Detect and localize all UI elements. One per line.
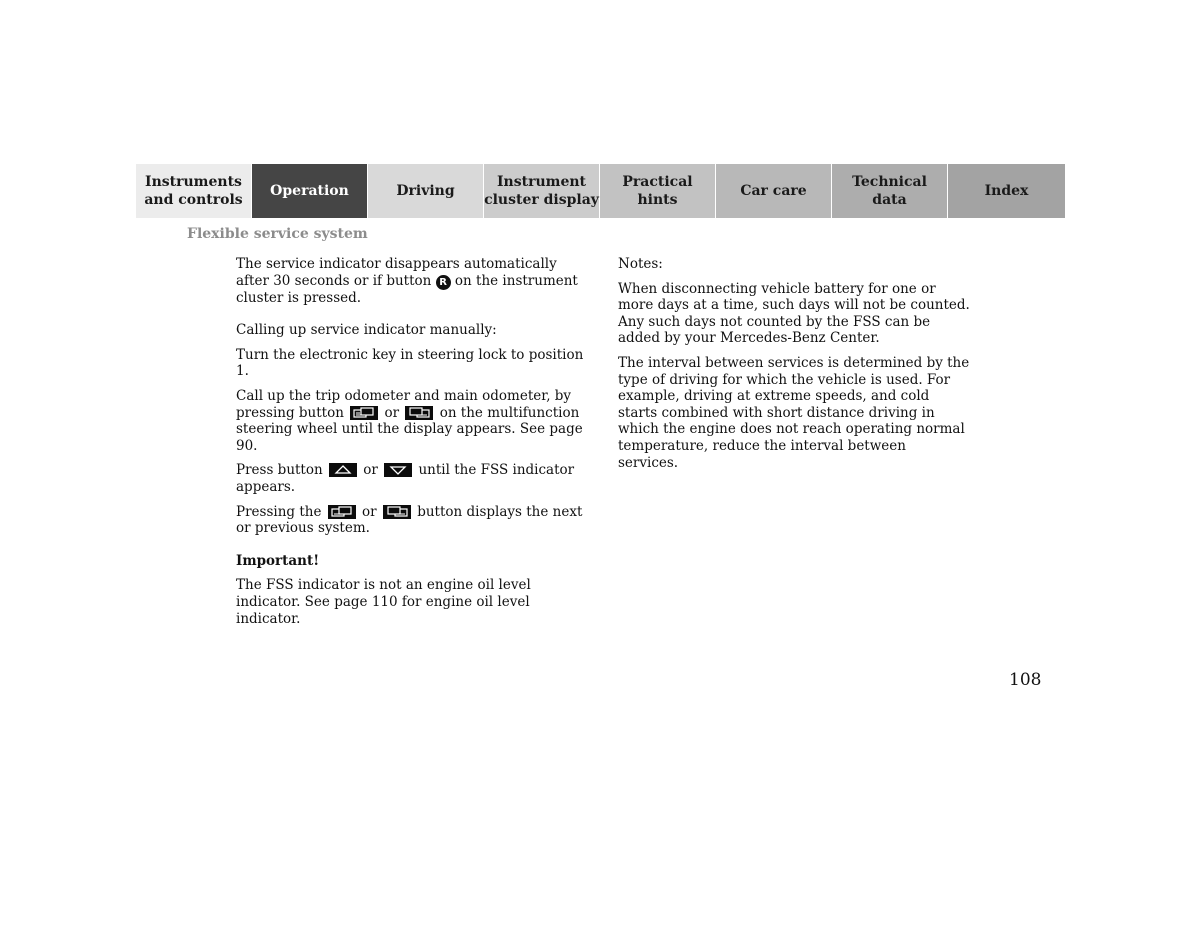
tab-technical-data[interactable]: Technical data: [832, 164, 948, 218]
arrow-down-button-icon: [384, 463, 412, 477]
section-title: Flexible service system: [187, 226, 368, 242]
paragraph-call-odometer: [236, 388, 588, 454]
tab-driving[interactable]: Driving: [368, 164, 484, 218]
tab-instruments-and-controls[interactable]: Instruments and controls: [136, 164, 252, 218]
paragraph-calling-up: Calling up service indicator manually:: [236, 322, 497, 339]
paragraph-battery-note: When disconnecting vehicle battery for one or more days at a time, such days will not be counted. Any such days not counted by the FSS can be added by your Mercedes-Benz Center.: [618, 280, 970, 347]
notes-heading: Notes:: [618, 256, 663, 272]
tab-car-care[interactable]: Car care: [716, 164, 832, 218]
paragraph-indicator-disappears: [236, 256, 588, 306]
text: Press button: [236, 462, 323, 479]
text: until the FSS indicator appears.: [236, 462, 575, 495]
paragraph-interval-note: The interval between services is determined by the type of driving for which the vehicle is used. For example, driving at extreme speeds, and cold starts combined with short distance driving in which the engine does not reach operating normal temperature, reduce the interval between services.: [618, 354, 970, 471]
right-column: [618, 256, 970, 479]
tab-index[interactable]: Index: [948, 164, 1065, 218]
section-tabs: [136, 164, 1065, 218]
display-previous-icon: [383, 505, 411, 519]
page-number: 108: [1009, 670, 1042, 690]
tab-operation[interactable]: Operation: [252, 164, 368, 218]
text: or: [363, 462, 378, 479]
text: or: [362, 503, 377, 520]
text: or: [384, 404, 400, 421]
text: Call up the trip odometer and main odometer, by pressing button: [236, 387, 572, 421]
display-next-icon: [328, 505, 356, 519]
text: button displays the next or previous system.: [236, 503, 583, 537]
paragraph-fss-note: The FSS indicator is not an engine oil level indicator. See page 110 for engine oil level indicator.: [236, 577, 531, 627]
tab-practical-hints[interactable]: Practical hints: [600, 164, 716, 218]
important-heading: Important!: [236, 552, 320, 569]
paragraph-press-button: [236, 462, 588, 495]
reset-button-icon: R: [436, 275, 451, 290]
display-previous-icon: [405, 406, 433, 420]
tab-instrument-cluster-display[interactable]: Instrument cluster display: [484, 164, 600, 218]
arrow-up-button-icon: [329, 463, 357, 477]
paragraph-turn-key: Turn the electronic key in steering lock to position 1.: [236, 346, 584, 380]
paragraph-pressing: [236, 504, 588, 537]
left-column: [236, 256, 588, 635]
text: on the multifunction steering wheel until the display appears. See page 90.: [236, 404, 583, 454]
display-next-icon: [350, 406, 378, 420]
text: Pressing the: [236, 503, 322, 520]
text: The service indicator disappears automatically after 30 seconds or if button: [236, 256, 557, 289]
text: on the instrument cluster is pressed.: [236, 272, 578, 306]
